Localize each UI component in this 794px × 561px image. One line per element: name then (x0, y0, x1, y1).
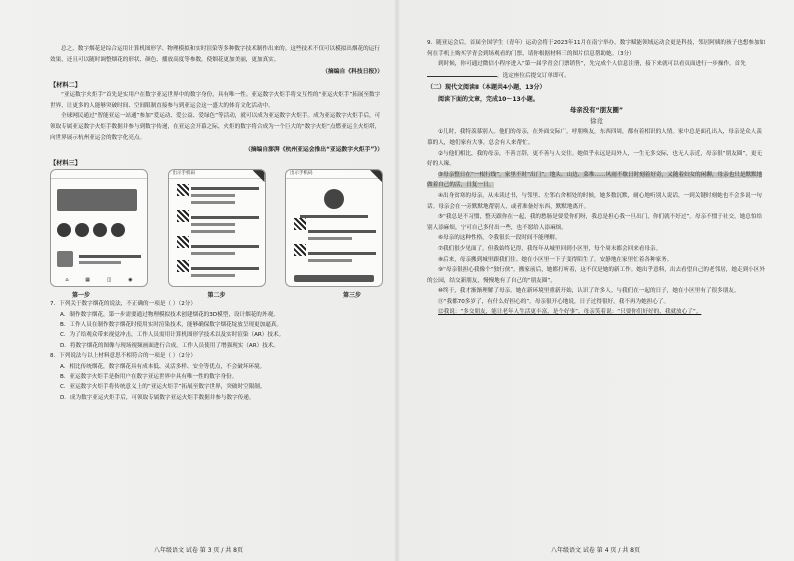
q8-option-b: B．亚运数字火炬手是指用户在数字亚运世界中具有唯一性的数字身份。 (60, 374, 238, 380)
material-2-paragraph-1: “亚运数字火炬手”首先是实用户在数字亚运世界中的数字身份，具有唯一性。亚运数字火炬手将交互性的“亚运火炬手”拓展至数字世界，让更多的人能够突破时间、空间限制直接参与到亚运会这一盛大的体育文化活动中。 (50, 92, 381, 109)
reading-instruction: 阅读下面的文章，完成10～13小题。 (438, 96, 539, 104)
step-labels (50, 290, 383, 299)
question-7: 7．下列关于数字烟花的说法，不正确的一项是（ ）（2分） (50, 301, 196, 308)
phone-screen-step-2 (168, 169, 266, 287)
q8-option-c: C．亚运数字火炬手将传统意义上的“亚运火炬手”拓展至数字世界，突破时空限制。 (60, 384, 266, 391)
qr-icon (177, 184, 189, 196)
mascot-image (57, 251, 73, 267)
article-title: 母亲没有“朋友圈” (569, 106, 624, 115)
cart-icon: ◫ (106, 277, 112, 284)
page-3-footer: 八年级语文 试卷 第 3 页 / 共 8页 (153, 547, 243, 554)
article-paragraph-4: ④出身贫寒的母亲，从未读过书，与邻里、左邻右舍相处的时候，她多数沉默，耐心地听别人说话，一到关键时刻她也不会多说一句话。母亲会在一旁默默地帮别人，或者准备好东西，默默地离开。 (427, 192, 762, 210)
answer-blank[interactable] (427, 70, 497, 77)
article-paragraph-9: ⑨“母亲很担心我像个“独行侠”。搬家前后，她都打听着，这不仅是她的新工作。她出乎意料，出去看望自己的老邻居，她走到小区外的公园，结交新朋友，慢慢地有了自己的“朋友圈”。 (427, 267, 765, 284)
material-3-heading: 【材料三】 (50, 160, 81, 168)
q7-option-b: B．工作人员在制作数字烟花时使用实时渲染技术，能够确保数字烟花绽放呈现更加逼真。 (60, 321, 282, 328)
page-4-footer: 八年级语文 试卷 第 4 页 / 共 8页 (550, 547, 640, 554)
banner-image (57, 189, 137, 211)
material-2-source: （摘编自澎湃《杭州亚运会推出“亚运数字火炬手”》） (244, 147, 383, 154)
article-paragraph-12: ⑫我说：“多交朋友，能让老年人生活更丰富，是个好事”。母亲笑着说：“只要你们好好的，我就放心了”。 (438, 309, 702, 316)
step-3-label: 第三步 (342, 292, 361, 300)
material-2-heading: 【材料二】 (50, 82, 81, 90)
q7-option-a: A．制作数字烟花，第一步需要通过物理模拟技术创建烟花的3D模型，设计烟花的外观。 (60, 311, 279, 318)
article-author: 徐竞 (590, 117, 603, 126)
user-icon: ◉ (128, 277, 133, 284)
app-icon (93, 223, 107, 237)
article-paragraph-2: ②与他们相比，我的母亲，不善言辞，更不善与人交往。她似乎永远是局外人，一生无多交际，也无人亲近，母亲很“朋友圈”，更无好的人缘。 (427, 150, 763, 168)
qr-icon (177, 210, 189, 222)
phone-screenshots (50, 169, 383, 292)
grid-icon: ▦ (85, 277, 91, 284)
home-icon: ⌂ (65, 277, 69, 284)
question-8: 8．下列说法与以上材料意思不相符合的一项是（ ）（2分） (50, 353, 196, 360)
qr-icon (177, 260, 189, 272)
qr-icon (177, 236, 189, 248)
article-paragraph-11: ⑪“我都70多岁了，有什么好担心的”。母亲很开心地说，日子过得很好，我不再为她担心了。 (438, 298, 670, 305)
step-2-label: 第二步 (207, 292, 226, 300)
article-paragraph-7: ⑦我们很少见面了。但我始终记得，我每年从城里回到小区里，每个周末都会回来看母亲。 (438, 245, 662, 252)
article-paragraph-10: ⑩终于，我才渐渐理解了母亲。她在新环境里重新开始，认识了许多人。与我们在一起的日子，她在小区里有了很多朋友。 (438, 288, 740, 295)
material-2-paragraph-2: 全球网民通过“智能亚运一站通”参加“爱运动、爱公益、爱绿色”等活动，就可以成为亚运数字火炬手。成为亚运数字火炬手后，可领取专属亚运数字火炬手数据并参与到数字传递，在亚运会开幕之际，火炬的数字将合成为一个巨大的“数字火炬”点燃亚运主火炬塔，向世界展示杭州亚运会的数字化亮点。 (50, 113, 381, 141)
phone-screen-step-3 (285, 169, 383, 287)
app-icon (111, 223, 125, 237)
qr-icon (294, 244, 306, 256)
q8-option-d: D．成为数字亚运火炬手后，可领取专属数字亚运火炬手数据并参与数字传递。 (60, 394, 255, 401)
intro-source: （摘编自《科技日报》） (322, 69, 383, 76)
question-9: 9．随亚运会后，首届全国学生（青年）运动会将于2023年11月在南宁举办，数字赋能领域运动会更是科技，邻居阿姨的孩子也想参加如何在手机上购买学青会到场观看的门票，请你根据材料三的图片信息帮助她。（3分） (427, 40, 766, 57)
q7-option-d: D．将数字烟花的图像与现场视频画面进行合成，工作人员使用了增强现实（AR）技术。 (60, 342, 279, 349)
app-icon (57, 223, 71, 237)
app-icon (75, 223, 89, 237)
step-1-label: 第一步 (72, 292, 91, 300)
phone-screen-step-1 (50, 169, 148, 287)
article-paragraph-3: ③母亲整日在“一根行线”，家里不时“出门”，地头、山边、菜堆……风雨不歇日时刻着好奇，又随着妇女的闲聊，母亲也只是默默地做着自己的活，日复一日。 (427, 171, 763, 189)
article-paragraph-5: ⑤“我总是不习惯，整天跟你在一起，我的愁肠是要爱你们呀，我总是担心我一旦出门，你们就不好过”。母亲不惯于社交，她总怕给别人添麻烦，宁可自己多付出一些，也不愿给人添麻烦。 (427, 214, 763, 231)
qr-icon (294, 218, 306, 230)
confirm-button-graphic (294, 275, 374, 282)
q8-option-a: A．相比传统烟花，数字烟花具有成本低、灵活多样、安全等优点，不会破坏环境。 (60, 363, 266, 370)
article-paragraph-8: ⑧后来，母亲搬到城里跟我们住。她在小区里一下子变得陌生了，安静地在家里忙着各种家务。 (438, 256, 673, 263)
page-4 (397, 0, 794, 561)
intro-paragraph: 总之，数字烟花是综合运用计算机图形学、物理模拟和实时渲染等多种数字技术制作出来的。这些技术不仅可以模拟出烟花的运行效果，还且可以随时调整烟花的形状、颜色、播放高度等参数，使烟花更加美丽，更加真实。 (50, 46, 380, 63)
section-heading: （二）现代文阅读Ⅱ（本题共4小题，13分） (427, 84, 546, 92)
question-9-answer-prompt: 到时候，你可通过微信小程序进入“第一届学青会门票销售”，先完成个人信息注册，接下来就可以看页面进行一步操作，首先，选定座位后提交订单即可。 (427, 59, 766, 81)
avatar (324, 189, 344, 209)
article-paragraph-1: ①儿时，我特羡慕别人。他们的母亲，在外面交际广，呼朋唤友，东西四周，都有着相识的人情。家中总是面孔出入，母亲是众人羡慕的人，她们家有大事，总会有人来帮忙。 (427, 129, 762, 146)
article-paragraph-6: ⑥母亲的这种性格，令我很长一段时间不能理解。 (438, 235, 561, 242)
phone-3-title: 出示手机码 (286, 170, 382, 179)
q7-option-c: C．为了给观众带来视觉冲击，工作人员需用计算机图形学技术以及实时渲染（AR）技术。 (60, 332, 285, 339)
phone-2-title: 出示手机码 (169, 170, 265, 179)
